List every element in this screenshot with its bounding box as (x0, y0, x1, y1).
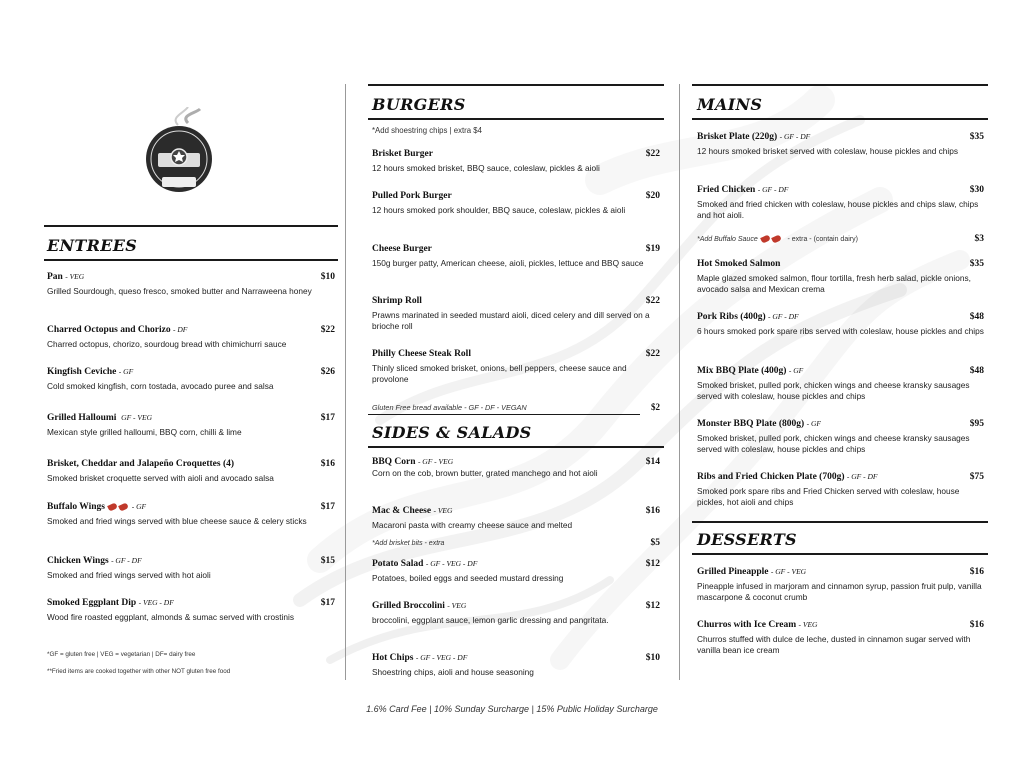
menu-item: Mix BBQ Plate (400g) - GF $48 Smoked brisket, pulled pork, chicken wings and cheese kransky sausages served with coleslaw, house pickles and chips (697, 366, 984, 401)
item-name: Grilled Halloumi GF - VEG (47, 413, 152, 423)
mains-title: MAINS (697, 95, 763, 114)
menu-item (47, 325, 335, 350)
menu-item: Churros with Ice Cream - VEG $16 Churros stuffed with dulce de leche, dusted in cinnamon sugar served with vanilla bean ice cream (697, 620, 984, 655)
burgers-top-rule (368, 84, 664, 86)
desserts-top-rule (692, 521, 988, 523)
menu-item: Philly Cheese Steak Roll $22 Thinly sliced smoked brisket, onions, bell peppers, cheese sauce and provolone (372, 349, 660, 384)
item-name: Brisket, Cheddar and Jalapeño Croquettes (4) (47, 459, 235, 469)
chili-icon (108, 502, 119, 511)
item-description: Smoked and fried wings served with hot aioli (47, 570, 211, 580)
item-description: Prawns marinated in seeded mustard aioli, diced celery and dill served on a brioche roll (372, 310, 650, 331)
item-description: Potatoes, boiled eggs and seeded mustard dressing (372, 573, 564, 583)
item-description: Pineapple infused in marjoram and cinnamon syrup, passion fruit pulp, vanilla mascarpone & coconut crumb (697, 581, 982, 602)
item-description: Maple glazed smoked salmon, flour tortilla, fresh herb salad, pickle onions, avocado salsa and Mexican crema (697, 273, 971, 294)
item-description: Thinly sliced smoked brisket, onions, bell peppers, cheese sauce and provolone (372, 363, 627, 384)
menu-item (47, 272, 335, 297)
item-description: Shoestring chips, aioli and house seasoning (372, 667, 534, 677)
item-description: Smoked pork spare ribs and Fried Chicken served with coleslaw, house pickles, hot aioli and chips (697, 486, 960, 507)
burgers-title: BURGERS (372, 95, 466, 114)
surcharge-footer: 1.6% Card Fee | 10% Sunday Surcharge | 15% Public Holiday Surcharge (366, 704, 658, 714)
item-description: Wood fire roasted eggplant, almonds & sumac served with crostinis (47, 612, 295, 622)
chili-icon (760, 235, 771, 244)
menu-item: Grilled Pineapple - GF - VEG $16 Pineapple infused in marjoram and cinnamon syrup, passion fruit pulp, vanilla mascarpone & coconut crumb (697, 567, 984, 602)
item-price: $17 (320, 598, 335, 608)
item-price: $17 (320, 413, 335, 423)
chili-icon (119, 502, 130, 511)
menu-item (47, 367, 335, 392)
item-price: $10 (320, 272, 335, 282)
item-price: $16 (320, 459, 335, 469)
diet-legend: *GF = gluten free | VEG = vegetarian | DF= dairy free (47, 651, 196, 658)
item-description: Smoked brisket, pulled pork, chicken wings and cheese kransky sausages served with coleslaw, house pickles and chips (697, 433, 970, 454)
mains-top-rule (692, 84, 988, 86)
burgers-bottom-rule (368, 118, 664, 120)
menu-item: Pulled Pork Burger $20 12 hours smoked pork shoulder, BBQ sauce, coleslaw, pickles & aioli (372, 191, 660, 215)
sides-bottom-rule (368, 446, 664, 448)
menu-item: Pork Ribs (400g) - GF - DF $48 6 hours smoked pork spare ribs served with coleslaw, house pickles and chips (697, 312, 984, 336)
mains-bottom-rule (692, 118, 988, 120)
item-name: Kingfish Ceviche - GF (47, 367, 134, 377)
item-name: Chicken Wings - GF - DF (47, 556, 142, 566)
sides-title: SIDES & SALADS (372, 423, 532, 442)
item-description: Grilled Sourdough, queso fresco, smoked butter and Narraweena honey (47, 286, 312, 296)
item-description: Corn on the cob, brown butter, grated manchego and hot aioli (372, 468, 598, 478)
item-description: Churros stuffed with dulce de leche, dusted in cinnamon sugar served with vanilla bean ice cream (697, 634, 971, 655)
menu-item: Mac & Cheese - VEG $16 Macaroni pasta with creamy cheese sauce and melted (372, 506, 660, 530)
item-description: broccolini, eggplant sauce, lemon garlic dressing and pangritata. (372, 615, 609, 625)
item-description: 12 hours smoked brisket served with coleslaw, house pickles and chips (697, 146, 959, 156)
menu-item (47, 598, 335, 623)
menu-item (47, 459, 335, 484)
column-divider (345, 84, 346, 680)
brisket-bits-note: *Add brisket bits - extra $5 (372, 538, 660, 548)
chili-icon (771, 235, 782, 244)
item-description: 6 hours smoked pork spare ribs served with coleslaw, house pickles and chips (697, 326, 984, 336)
smokey-mary-logo (140, 107, 218, 199)
item-name: Pan - VEG (47, 272, 85, 282)
item-description: Smoked and fried chicken with coleslaw, house pickles and chips slaw, chips and hot aioli. (697, 199, 979, 220)
menu-item: Hot Smoked Salmon $35 Maple glazed smoked salmon, flour tortilla, fresh herb salad, pickle onions, avocado salsa and Mexican crema (697, 259, 984, 294)
menu-item: Fried Chicken - GF - DF $30 Smoked and fried chicken with coleslaw, house pickles and chips slaw, chips and hot aioli. (697, 185, 984, 220)
item-description: 12 hours smoked pork shoulder, BBQ sauce, coleslaw, pickles & aioli (372, 205, 626, 215)
item-price: $15 (320, 556, 335, 566)
item-description: Macaroni pasta with creamy cheese sauce and melted (372, 520, 573, 530)
menu-item: Cheese Burger $19 150g burger patty, American cheese, aioli, pickles, lettuce and BBQ sauce (372, 244, 660, 268)
item-name: Charred Octopus and Chorizo - DF (47, 325, 188, 335)
item-description: Cold smoked kingfish, corn tostada, avocado puree and salsa (47, 381, 274, 391)
menu-item: Shrimp Roll $22 Prawns marinated in seeded mustard aioli, diced celery and dill served on a brioche roll (372, 296, 660, 331)
item-description: Mexican style grilled halloumi, BBQ corn, chilli & lime (47, 427, 242, 437)
item-name: Buffalo Wings - GF (47, 502, 147, 512)
menu-item (47, 502, 335, 527)
menu-item: BBQ Corn - GF - VEG $14 Corn on the cob, brown butter, grated manchego and hot aioli (372, 457, 660, 478)
menu-item: Ribs and Fried Chicken Plate (700g) - GF - DF $75 Smoked pork spare ribs and Fried Chicken served with coleslaw, house pickles, hot aioli and chips (697, 472, 984, 507)
column-divider (679, 84, 680, 680)
menu-item: Grilled Broccolini - VEG $12 broccolini, eggplant sauce, lemon garlic dressing and pangritata. (372, 601, 660, 625)
fried-note: **Fried items are cooked together with other NOT gluten free food (47, 668, 231, 675)
item-description: Smoked and fried wings served with blue cheese sauce & celery sticks (47, 516, 307, 526)
menu-item: Hot Chips - GF - VEG - DF $10 Shoestring chips, aioli and house seasoning (372, 653, 660, 677)
burgers-gf-rule (368, 414, 640, 415)
item-description: Charred octopus, chorizo, sourdoug bread with chimichurri sauce (47, 339, 287, 349)
gf-bread-note: Gluten Free bread available - GF - DF - VEGAN $2 (372, 402, 660, 412)
chips-note: *Add shoestring chips | extra $4 (372, 126, 482, 135)
item-description: 12 hours smoked brisket, BBQ sauce, coleslaw, pickles & aioli (372, 163, 600, 173)
item-price: $26 (320, 367, 335, 377)
item-description: Smoked brisket croquette served with aioli and avocado salsa (47, 473, 274, 483)
menu-item (47, 556, 335, 581)
desserts-title: DESSERTS (697, 530, 797, 549)
item-name: Smoked Eggplant Dip - VEG - DF (47, 598, 174, 608)
item-price: $17 (320, 502, 335, 512)
item-price: $22 (320, 325, 335, 335)
item-description: Smoked brisket, pulled pork, chicken wings and cheese kransky sausages served with coleslaw, house pickles and chips (697, 380, 970, 401)
buffalo-sauce-note: *Add Buffalo Sauce - extra - (contain dairy) $3 (697, 234, 984, 244)
menu-item: Monster BBQ Plate (800g) - GF $95 Smoked brisket, pulled pork, chicken wings and cheese kransky sausages served with coleslaw, house pickles and chips (697, 419, 984, 454)
menu-item: Potato Salad - GF - VEG - DF $12 Potatoes, boiled eggs and seeded mustard dressing (372, 559, 660, 583)
menu-item: Brisket Burger $22 12 hours smoked brisket, BBQ sauce, coleslaw, pickles & aioli (372, 149, 660, 173)
entrees-bottom-rule (44, 259, 338, 261)
desserts-bottom-rule (692, 553, 988, 555)
item-description: 150g burger patty, American cheese, aioli, pickles, lettuce and BBQ sauce (372, 258, 644, 268)
menu-item (47, 413, 335, 438)
menu-item: Brisket Plate (220g) - GF - DF $35 12 hours smoked brisket served with coleslaw, house pickles and chips (697, 132, 984, 156)
entrees-title: ENTREES (47, 236, 138, 255)
entrees-top-rule (44, 225, 338, 227)
